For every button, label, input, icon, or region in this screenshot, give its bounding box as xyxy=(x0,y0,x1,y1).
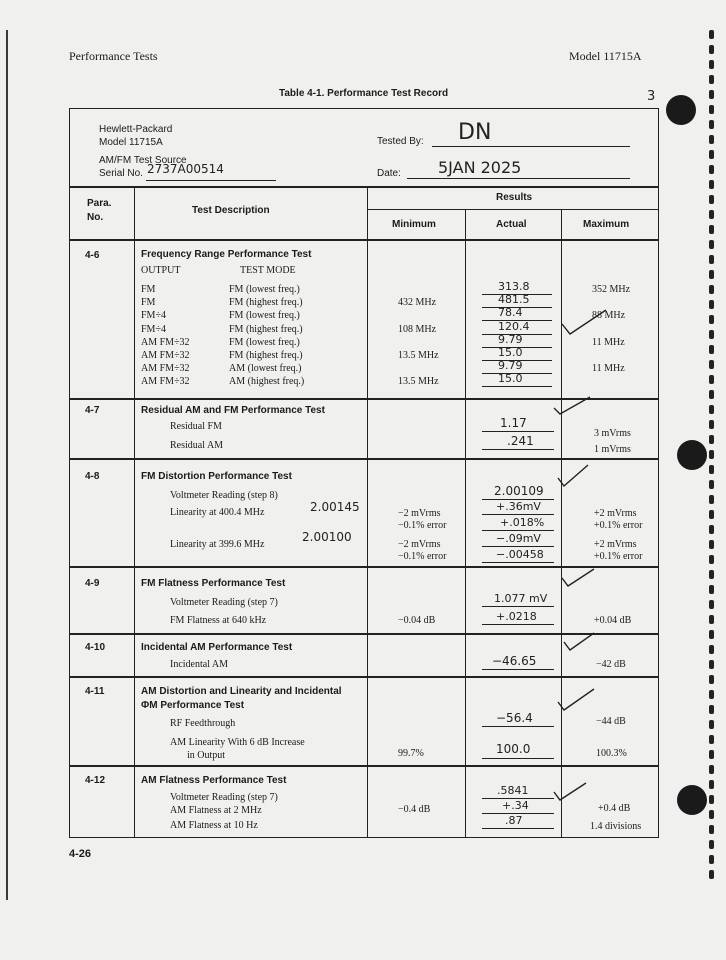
tested-by-value: DN xyxy=(458,120,492,145)
para-4-6: 4-6 xyxy=(85,250,100,261)
spiral-ring xyxy=(709,165,714,174)
actual-underline xyxy=(482,514,554,515)
row-minimum: 432 MHz xyxy=(398,297,437,308)
header-right: Model 11715A xyxy=(569,49,642,63)
row-test-mode: FM (highest freq.) xyxy=(229,324,303,335)
row-actual: 15.0 xyxy=(498,372,523,385)
residual-am-actual: .241 xyxy=(507,434,534,448)
row-output: FM÷4 xyxy=(141,324,166,335)
row-output: AM FM÷32 xyxy=(141,350,190,361)
voltmeter-reading-step8-actual: 2.00109 xyxy=(494,484,544,498)
spiral-ring xyxy=(709,75,714,84)
spiral-ring xyxy=(709,225,714,234)
actual-underline xyxy=(482,546,554,547)
am-voltmeter-reading: Voltmeter Reading (step 7) xyxy=(170,792,278,803)
am-flatness-2mhz-actual: +.34 xyxy=(502,799,529,812)
am-linearity-max: 100.3% xyxy=(596,748,627,759)
spiral-ring xyxy=(709,735,714,744)
spiral-ring xyxy=(709,660,714,669)
para-4-12: 4-12 xyxy=(85,775,106,786)
am-linearity-label-b: in Output xyxy=(187,750,226,761)
para-4-11: 4-11 xyxy=(85,686,105,697)
incidental-am-max: −42 dB xyxy=(596,659,626,670)
linearity-399-actual-b: −.00458 xyxy=(496,548,544,561)
linearity-400-label: Linearity at 400.4 MHz xyxy=(170,507,265,518)
am-linearity-actual: 100.0 xyxy=(496,742,531,756)
am-flatness-10hz-actual: .87 xyxy=(505,814,523,827)
actual-underline xyxy=(482,431,554,432)
am-linearity-label-a: AM Linearity With 6 dB Increase xyxy=(170,737,305,748)
para-4-10: 4-10 xyxy=(85,642,106,653)
row-output: FM xyxy=(141,297,156,308)
date-value: 5JAN 2025 xyxy=(438,158,522,177)
row-maximum: 11 MHz xyxy=(592,337,625,348)
spiral-ring xyxy=(709,60,714,69)
page-number: 4-26 xyxy=(69,848,92,860)
linearity-399-max-b: +0.1% error xyxy=(594,551,643,562)
spiral-ring xyxy=(709,105,714,114)
spiral-ring xyxy=(709,840,714,849)
row-maximum: 352 MHz xyxy=(592,284,631,295)
residual-fm-label: Residual FM xyxy=(170,421,222,432)
col-divider-actual xyxy=(561,209,562,838)
spiral-ring xyxy=(709,255,714,264)
spiral-ring xyxy=(709,30,714,39)
source: AM/FM Test Source xyxy=(99,155,187,166)
spiral-ring xyxy=(709,135,714,144)
spiral-ring xyxy=(709,465,714,474)
spiral-ring xyxy=(709,825,714,834)
check-mark-icon xyxy=(556,462,590,488)
voltmeter-reading-step8: Voltmeter Reading (step 8) xyxy=(170,490,278,501)
row-test-mode: FM (highest freq.) xyxy=(229,297,303,308)
spiral-ring xyxy=(709,495,714,504)
incidental-am-label: Incidental AM xyxy=(170,659,229,670)
actual-underline xyxy=(482,530,554,531)
row-test-mode: FM (lowest freq.) xyxy=(229,310,300,321)
spiral-ring xyxy=(709,315,714,324)
row-test-mode: FM (highest freq.) xyxy=(229,350,303,361)
row-actual: 120.4 xyxy=(498,320,530,333)
spiral-ring xyxy=(709,630,714,639)
actual-underline xyxy=(482,449,554,450)
actual-underline xyxy=(482,758,554,759)
spiral-ring xyxy=(709,540,714,549)
spiral-ring xyxy=(709,330,714,339)
fm-voltmeter-actual: 1.077 mV xyxy=(494,592,548,605)
spiral-ring xyxy=(709,285,714,294)
date-label: Date: xyxy=(377,168,401,179)
col-divider-para xyxy=(134,186,135,838)
row-minimum: 13.5 MHz xyxy=(398,376,439,387)
actual-underline xyxy=(482,669,554,670)
spiral-ring xyxy=(709,180,714,189)
actual-underline xyxy=(482,606,554,607)
am-flatness-2mhz-label: AM Flatness at 2 MHz xyxy=(170,805,262,816)
header-left: Performance Tests xyxy=(69,49,158,63)
spiral-ring xyxy=(709,765,714,774)
col-test-description: Test Description xyxy=(192,205,270,216)
section-rule-4-8 xyxy=(69,458,659,460)
col-para-line1: Para. xyxy=(87,198,112,209)
spiral-ring xyxy=(709,420,714,429)
fm-flatness-max: +0.04 dB xyxy=(594,615,632,626)
fm-flatness-min: −0.04 dB xyxy=(398,615,436,626)
spiral-ring xyxy=(709,300,714,309)
residual-am-max: 1 mVrms xyxy=(594,444,631,455)
col-actual: Actual xyxy=(496,219,527,230)
spiral-ring xyxy=(709,690,714,699)
table-title: Table 4-1. Performance Test Record xyxy=(279,88,449,99)
row-actual: 313.8 xyxy=(498,280,530,293)
col-divider-desc xyxy=(367,186,368,838)
actual-underline xyxy=(482,828,554,829)
am-flatness-10hz-label: AM Flatness at 10 Hz xyxy=(170,820,258,831)
row-output: FM÷4 xyxy=(141,310,166,321)
linearity-400-actual-b: +.018% xyxy=(500,516,545,529)
incidental-am-actual: −46.65 xyxy=(492,654,537,668)
col-para-line2: No. xyxy=(87,212,104,223)
spiral-ring xyxy=(709,195,714,204)
col-maximum: Maximum xyxy=(583,219,630,230)
spiral-ring xyxy=(709,675,714,684)
residual-am-label: Residual AM xyxy=(170,440,224,451)
am-flatness-2mhz-min: −0.4 dB xyxy=(398,804,431,815)
row-test-mode: FM (lowest freq.) xyxy=(229,337,300,348)
spiral-ring xyxy=(709,450,714,459)
section-rule-4-12 xyxy=(69,765,659,767)
para-4-8: 4-8 xyxy=(85,471,100,482)
spiral-ring xyxy=(709,525,714,534)
spiral-ring xyxy=(709,705,714,714)
row-actual: 481.5 xyxy=(498,293,530,306)
results-subrule xyxy=(367,209,659,210)
para-4-9: 4-9 xyxy=(85,578,100,589)
spiral-ring xyxy=(709,645,714,654)
col-results: Results xyxy=(496,192,533,203)
linearity-399-min-b: −0.1% error xyxy=(398,551,447,562)
spiral-ring xyxy=(709,120,714,129)
subcol-test-mode: TEST MODE xyxy=(240,265,296,276)
section-title-4-11-b: ΦM Performance Test xyxy=(141,700,245,711)
linearity-400-max-b: +0.1% error xyxy=(594,520,643,531)
serial-label: Serial No. xyxy=(99,168,143,179)
spiral-ring xyxy=(709,600,714,609)
spiral-ring xyxy=(709,45,714,54)
spiral-ring xyxy=(709,345,714,354)
check-mark-icon xyxy=(552,780,588,802)
spiral-ring xyxy=(709,555,714,564)
linearity-400-min-a: −2 mVrms xyxy=(398,508,441,519)
handwritten-page-mark: 3 xyxy=(647,89,656,104)
spiral-ring xyxy=(709,360,714,369)
spiral-ring xyxy=(709,150,714,159)
row-maximum: 11 MHz xyxy=(592,363,625,374)
check-mark-icon xyxy=(562,630,596,652)
row-output: FM xyxy=(141,284,156,295)
spiral-ring xyxy=(709,270,714,279)
check-mark-icon xyxy=(552,394,592,416)
spiral-ring xyxy=(709,375,714,384)
spiral-ring xyxy=(709,210,714,219)
linearity-399-label: Linearity at 399.6 MHz xyxy=(170,539,265,550)
am-linearity-min: 99.7% xyxy=(398,748,424,759)
check-mark-icon xyxy=(560,306,610,342)
spiral-ring xyxy=(709,390,714,399)
fm-flatness-label: FM Flatness at 640 kHz xyxy=(170,615,267,626)
col-minimum: Minimum xyxy=(392,219,436,230)
section-rule-4-11 xyxy=(69,676,659,678)
row-test-mode: AM (lowest freq.) xyxy=(229,363,302,374)
tested-by-underline xyxy=(432,146,630,147)
date-underline xyxy=(407,178,630,179)
spiral-ring xyxy=(709,90,714,99)
punch-hole-top xyxy=(666,95,696,125)
residual-fm-actual: 1.17 xyxy=(500,416,527,430)
linearity-400-actual-a: +.36mV xyxy=(496,500,541,513)
spiral-ring xyxy=(709,480,714,489)
linearity-400-note: 2.00145 xyxy=(310,500,360,514)
row-actual: 78.4 xyxy=(498,306,523,319)
row-maximum: 88 MHz xyxy=(592,310,626,321)
spiral-ring xyxy=(709,585,714,594)
row-test-mode: AM (highest freq.) xyxy=(229,376,305,387)
spiral-ring xyxy=(709,795,714,804)
spiral-ring xyxy=(709,750,714,759)
para-4-7: 4-7 xyxy=(85,405,100,416)
header-bottom-rule xyxy=(69,239,659,241)
rf-feedthrough-actual: −56.4 xyxy=(496,711,533,725)
linearity-399-note: 2.00100 xyxy=(302,530,352,544)
check-mark-icon xyxy=(560,566,596,588)
spiral-ring xyxy=(709,870,714,879)
row-actual: 9.79 xyxy=(498,333,523,346)
row-minimum: 108 MHz xyxy=(398,324,437,335)
row-actual: 9.79 xyxy=(498,359,523,372)
section-title-4-10: Incidental AM Performance Test xyxy=(141,642,293,653)
section-title-4-12: AM Flatness Performance Test xyxy=(141,775,287,786)
model: Model 11715A xyxy=(99,137,163,148)
row-test-mode: FM (lowest freq.) xyxy=(229,284,300,295)
spiral-ring xyxy=(709,615,714,624)
section-title-4-6: Frequency Range Performance Test xyxy=(141,249,312,260)
subcol-output: OUTPUT xyxy=(141,265,181,276)
rf-feedthrough-label: RF Feedthrough xyxy=(170,718,236,729)
fm-flatness-actual: +.0218 xyxy=(496,610,537,623)
spiral-ring xyxy=(709,855,714,864)
spiral-ring xyxy=(709,720,714,729)
binding-spiral xyxy=(709,30,715,890)
actual-underline xyxy=(482,562,554,563)
spiral-ring xyxy=(709,780,714,789)
section-title-4-11-a: AM Distortion and Linearity and Incidental xyxy=(141,686,342,697)
linearity-399-actual-a: −.09mV xyxy=(496,532,541,545)
rf-feedthrough-max: −44 dB xyxy=(596,716,626,727)
col-divider-min xyxy=(465,209,466,838)
linearity-400-min-b: −0.1% error xyxy=(398,520,447,531)
maker: Hewlett-Packard xyxy=(99,124,173,135)
section-title-4-9: FM Flatness Performance Test xyxy=(141,578,286,589)
am-voltmeter-actual: .5841 xyxy=(497,784,529,797)
row-output: AM FM÷32 xyxy=(141,376,190,387)
spiral-ring xyxy=(709,405,714,414)
actual-underline xyxy=(482,624,554,625)
punch-hole-middle xyxy=(677,440,707,470)
spiral-ring xyxy=(709,510,714,519)
row-actual: 15.0 xyxy=(498,346,523,359)
fm-voltmeter-reading: Voltmeter Reading (step 7) xyxy=(170,597,278,608)
header-top-rule xyxy=(69,186,659,188)
punch-hole-bottom xyxy=(677,785,707,815)
spiral-ring xyxy=(709,435,714,444)
residual-fm-max: 3 mVrms xyxy=(594,428,631,439)
linearity-399-max-a: +2 mVrms xyxy=(594,539,637,550)
actual-underline xyxy=(482,726,554,727)
row-output: AM FM÷32 xyxy=(141,337,190,348)
serial-underline xyxy=(146,180,276,181)
section-title-4-8: FM Distortion Performance Test xyxy=(141,471,292,482)
serial-value: 2737A00514 xyxy=(147,162,224,176)
page-edge-shadow xyxy=(6,30,8,900)
linearity-400-max-a: +2 mVrms xyxy=(594,508,637,519)
spiral-ring xyxy=(709,240,714,249)
linearity-399-min-a: −2 mVrms xyxy=(398,539,441,550)
row-minimum: 13.5 MHz xyxy=(398,350,439,361)
tested-by-label: Tested By: xyxy=(377,136,424,147)
am-flatness-10hz-max: 1.4 divisions xyxy=(590,821,642,832)
actual-underline xyxy=(482,386,552,387)
spiral-ring xyxy=(709,570,714,579)
row-output: AM FM÷32 xyxy=(141,363,190,374)
spiral-ring xyxy=(709,810,714,819)
am-flatness-2mhz-max: +0.4 dB xyxy=(598,803,631,814)
check-mark-icon xyxy=(556,686,596,712)
section-title-4-7: Residual AM and FM Performance Test xyxy=(141,405,325,416)
